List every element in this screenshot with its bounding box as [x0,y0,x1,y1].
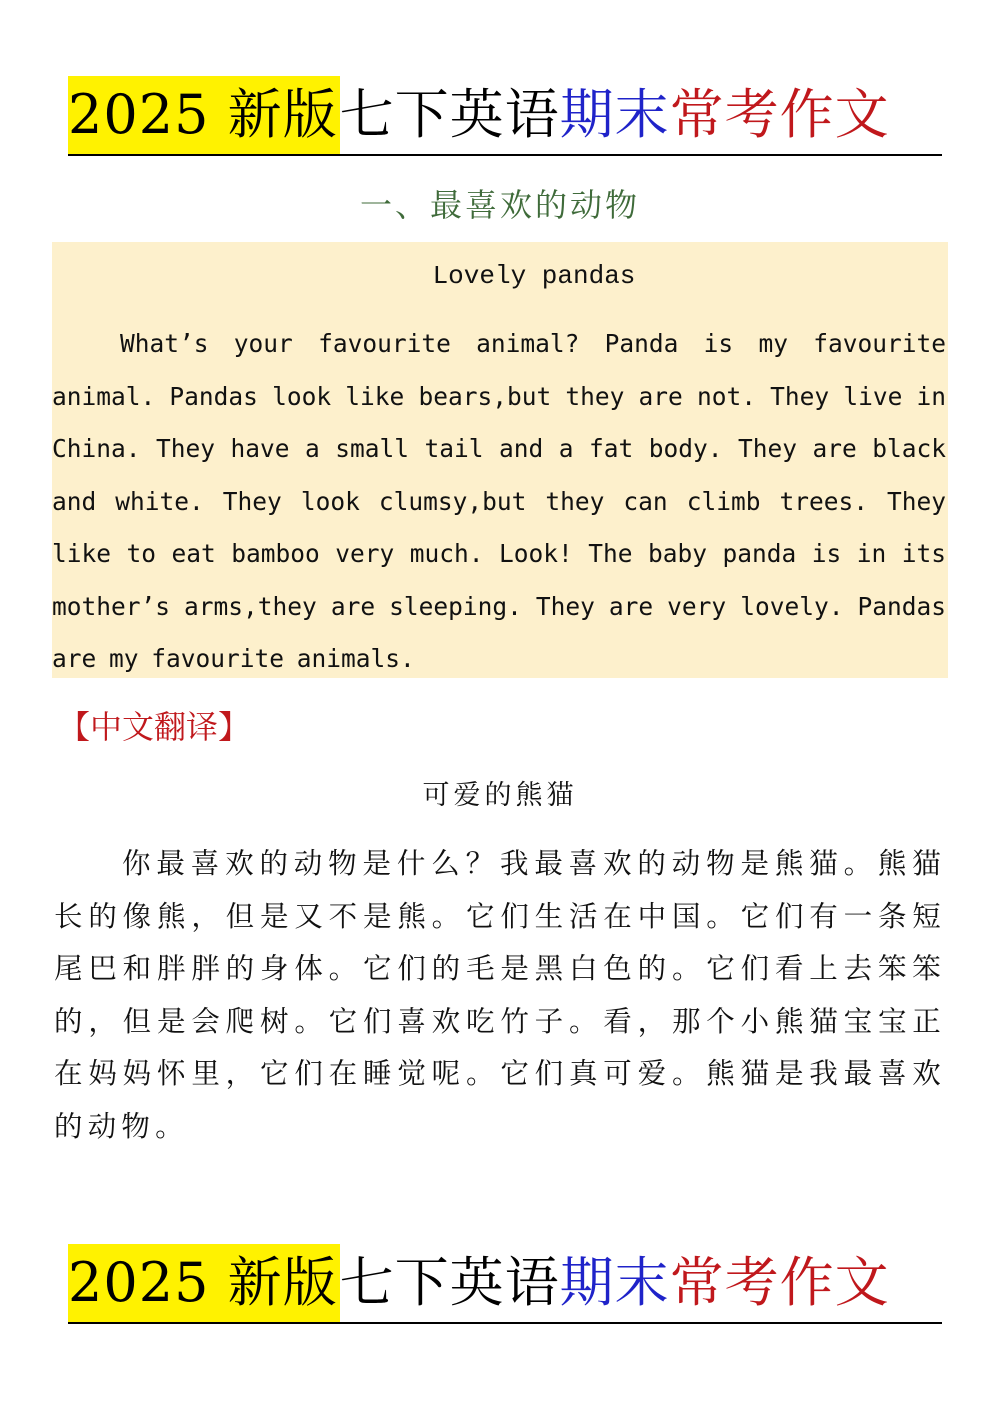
footer-title [68,1244,942,1324]
translation-body: 你最喜欢的动物是什么？我最喜欢的动物是熊猫。熊猫长的像熊，但是又不是熊。它们生活在中国。它们有一条短尾巴和胖胖的身体。它们的毛是黑白色的。它们看上去笨笨的，但是会爬树。它们喜欢吃竹子。看，那个小熊猫宝宝正在妈妈怀里，它们在睡觉呢。它们真可爱。熊猫是我最喜欢的动物。 [54,847,946,1143]
translation-label: 【中文翻译】 [58,708,251,746]
essay-title: Lovely pandas [432,261,636,291]
footer-year-highlight: 2025 新版 [68,1244,340,1322]
title-grade-subject: 七下英语 [339,83,560,146]
title-year-highlight: 2025 新版 [68,76,340,154]
section-heading: 一、最喜欢的动物 [359,186,640,224]
title-exam-term: 期末 [559,83,670,146]
footer-exam-term: 期末 [559,1251,670,1314]
translation-title: 可爱的熊猫 [422,780,578,811]
footer-grade-subject: 七下英语 [339,1251,560,1314]
essay-body: What’s your favourite animal? Panda is my favourite animal. Pandas look like bears,but they are not. They live in China. They have a small tail and a fat body. They are black and white. They look clumsy,but they can climb trees. They like to eat bamboo very much. Look! The baby panda is in its mother’s arms,they are sleeping. They are very lovely. Pandas are my favourite animals. [52,329,946,673]
footer-essay-type: 常考作文 [669,1251,890,1314]
page-title [68,76,942,156]
title-essay-type: 常考作文 [669,83,890,146]
